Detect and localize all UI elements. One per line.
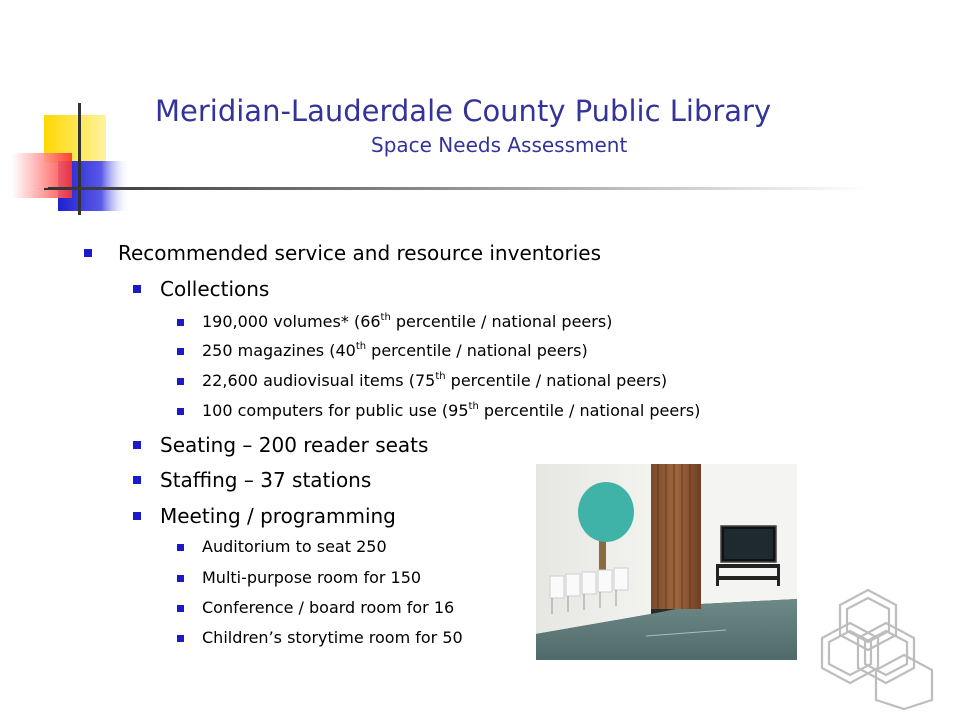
list-item-text: Collections (160, 277, 270, 301)
bullet-square-icon (177, 635, 184, 642)
bullet-square-icon (177, 605, 184, 612)
bullet-square-icon (177, 575, 184, 582)
bullet-square-icon (133, 512, 141, 520)
list-item (160, 504, 396, 528)
bullet-square-icon (177, 348, 184, 355)
list-item: Conference / board room for 16 (202, 598, 454, 617)
bullet-square-icon (177, 319, 184, 326)
list-item (160, 468, 371, 492)
list-item: 190,000 volumes* (66th percentile / national peers) (202, 312, 612, 331)
list-item: 100 computers for public use (95th percentile / national peers) (202, 401, 700, 420)
bullet-square-icon (177, 544, 184, 551)
list-item: 22,600 audiovisual items (75th percentile / national peers) (202, 371, 667, 390)
bullet-square-icon (177, 378, 184, 385)
page-title: Meridian-Lauderdale County Public Library (155, 94, 772, 128)
meeting-room-photo (536, 464, 797, 660)
list-item (160, 433, 428, 457)
list-item-text: Recommended service and resource inventories (118, 241, 602, 265)
bullet-square-icon (177, 408, 184, 415)
bullet-square-icon (133, 441, 141, 449)
bullet-square-icon (133, 476, 141, 484)
bullet-square-icon (84, 249, 92, 257)
list-item: Multi-purpose room for 150 (202, 568, 421, 587)
list-item-text: Staffing – 37 stations (160, 468, 372, 492)
list-item-text: Seating – 200 reader seats (160, 433, 429, 457)
list-item (160, 277, 269, 301)
list-item-text: Meeting / programming (160, 504, 396, 528)
list-item: Children’s storytime room for 50 (202, 628, 463, 647)
list-item: 250 magazines (40th percentile / national peers) (202, 341, 588, 360)
list-item: Auditorium to seat 250 (202, 537, 387, 556)
page-subtitle: Space Needs Assessment (371, 133, 628, 157)
bullet-square-icon (133, 285, 141, 293)
hexagon-logo-icon (820, 585, 940, 710)
list-item (118, 241, 601, 265)
